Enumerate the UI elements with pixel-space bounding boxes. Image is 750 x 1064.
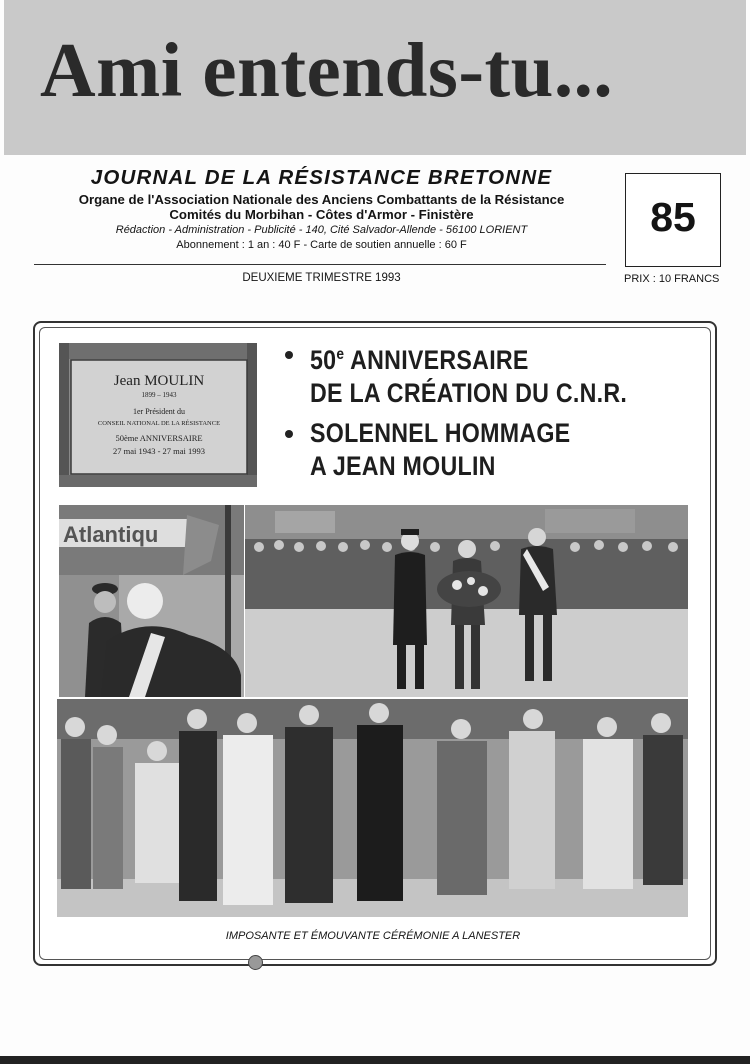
headline-line-1: ANNIVERSAIRE [344,345,529,375]
wreath-laying-photo [245,505,688,697]
headline-number: 50 [310,345,337,375]
scan-bottom-edge [0,1056,750,1064]
headline-ordinal: e [336,346,345,363]
issue-quarter: DEUXIEME TRIMESTRE 1993 [242,272,401,284]
plaque-dates: 27 mai 1943 - 27 mai 1993 [112,446,206,456]
journal-title: JOURNAL DE LA RÉSISTANCE BRETONNE [90,166,553,189]
shop-sign-text: Atlantiqu [63,522,159,547]
headline-line-1: SOLENNEL HOMMAGE [310,418,571,448]
headline-list [285,338,679,490]
issue-number-box [625,173,721,267]
bullet-icon [285,430,293,438]
plaque-role-2: CONSEIL NATIONAL DE LA RÉSISTANCE [97,420,221,427]
plaque-photo [59,343,257,487]
plaque-years: 1899 – 1943 [141,391,177,399]
headline-line-2: A JEAN MOULIN [310,451,496,481]
veterans-group-photo [57,699,688,917]
plaque-role-1: 1er Président du [133,407,185,416]
masthead [4,0,746,155]
masthead-title: Ami entends-tu... [40,27,614,113]
organ-line: Organe de l'Association Nationale des Anciens Combattants de la Résistance [78,192,565,207]
committees-line: Comités du Morbihan - Côtes d'Armor - Finistère [169,207,474,222]
issue-price: PRIX : 10 FRANCS [624,273,720,285]
issue-number: 85 [650,194,696,240]
headline-moulin-tribute [285,417,679,483]
headline-line-2: DE LA CRÉATION DU C.N.R. [310,378,628,408]
headline-cnr-anniversary [285,338,679,410]
header-divider [34,264,606,265]
photo-caption: IMPOSANTE ET ÉMOUVANTE CÉRÉMONIE A LANESTER [225,930,521,942]
plaque-anniversary: 50ème ANNIVERSAIRE [115,433,203,443]
staple-mark [248,955,263,970]
bullet-icon [285,351,293,359]
officer-photo [59,505,244,697]
address-line: Rédaction - Administration - Publicité - 140, Cité Salvador-Allende - 56100 LORIENT [115,224,528,236]
subscription-line: Abonnement : 1 an : 40 F - Carte de soutien annuelle : 60 F [176,239,467,251]
plaque-name: Jean MOULIN [113,373,205,389]
